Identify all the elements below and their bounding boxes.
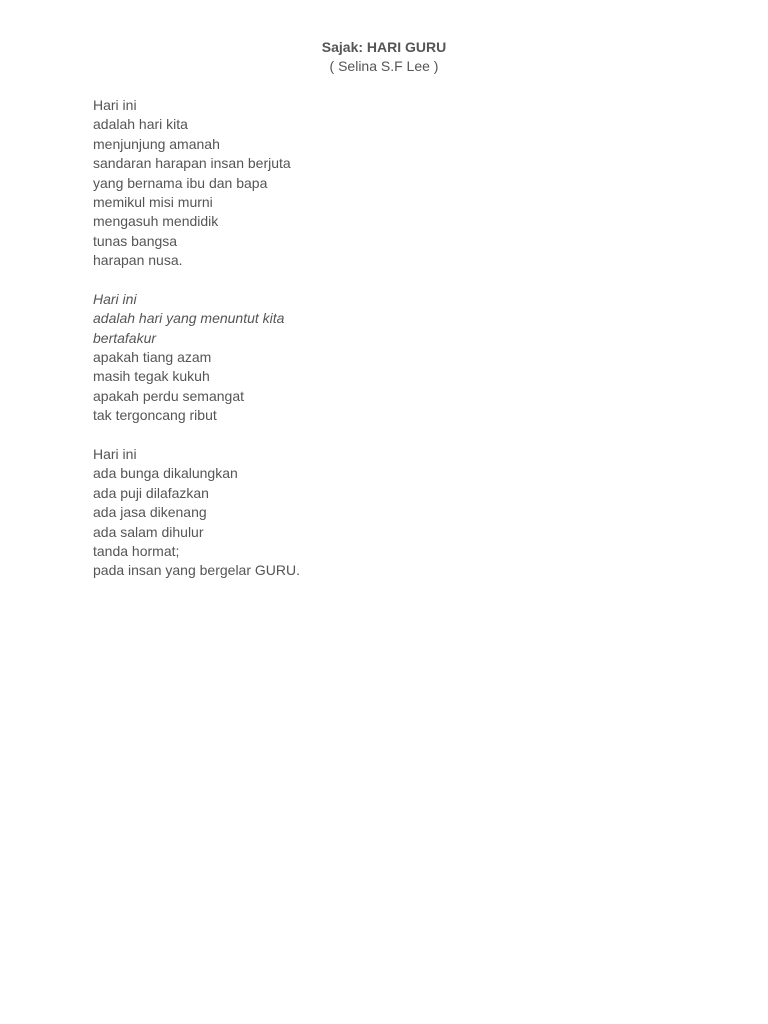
poem-line: memikul misi murni (93, 193, 213, 210)
poem-line: apakah perdu semangat (93, 387, 244, 404)
poem-line: ada bunga dikalungkan (93, 465, 238, 482)
poem-line: adalah hari kita (93, 116, 188, 133)
poem-line: tunas bangsa (93, 232, 178, 249)
poem-line: pada insan yang bergelar GURU. (93, 562, 301, 579)
poem-line: Hari ini (93, 446, 137, 463)
title-block (0, 38, 768, 76)
poem-line: adalah hari yang menuntut kita (93, 310, 285, 327)
poem-line: ada salam dihulur (93, 523, 204, 540)
poem-line: harapan nusa. (93, 252, 183, 269)
poem-line: tak tergoncang ribut (93, 407, 217, 424)
poem-line: ada puji dilafazkan (93, 484, 209, 501)
poem-line: mengasuh mendidik (93, 213, 219, 230)
poem-author: ( Selina S.F Lee ) (329, 58, 439, 74)
poem-line: yang bernama ibu dan bapa (93, 174, 268, 191)
stanza (93, 96, 693, 271)
poem-title: Sajak: HARI GURU (321, 39, 447, 55)
poem-line: apakah tiang azam (93, 349, 212, 366)
stanza (93, 290, 693, 426)
poem-line: menjunjung amanah (93, 135, 220, 152)
poem-line: Hari ini (93, 97, 137, 113)
poem-line: sandaran harapan insan berjuta (93, 155, 291, 172)
poem-line: masih tegak kukuh (93, 368, 210, 385)
poem-line: Hari ini (93, 290, 137, 307)
poem-body (93, 96, 693, 600)
poem-line: bertafakur (93, 329, 157, 346)
poem-line: tanda hormat; (93, 542, 180, 559)
poem-line: ada jasa dikenang (93, 504, 207, 521)
stanza (93, 445, 693, 581)
